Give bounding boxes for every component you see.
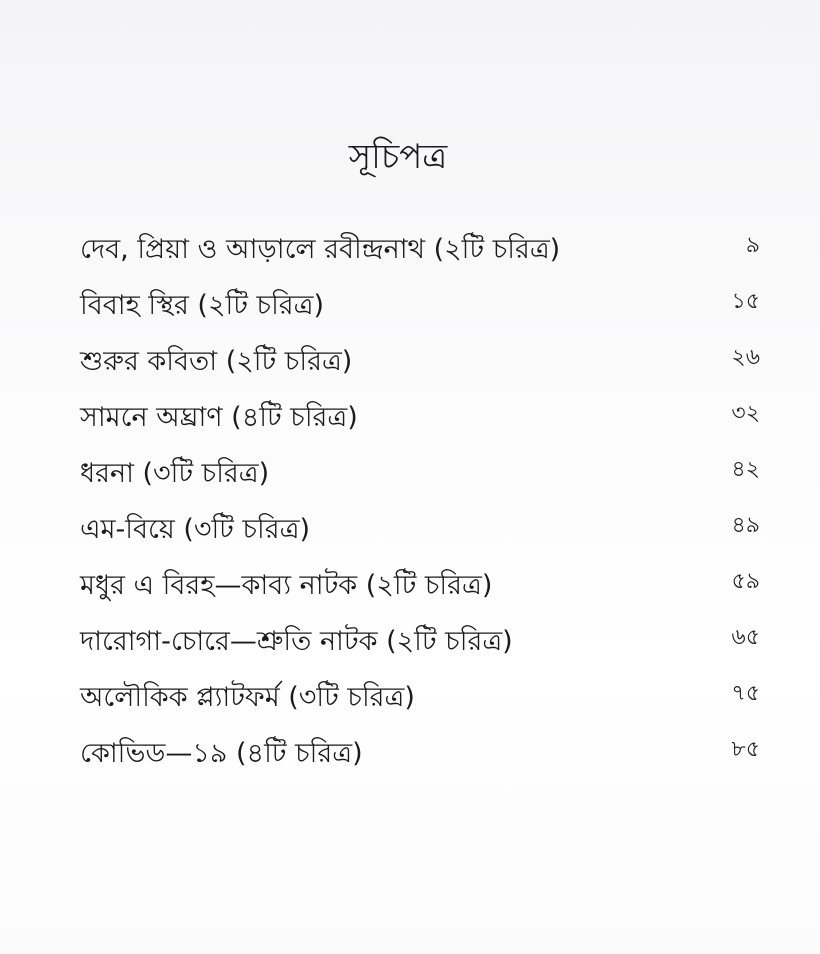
toc-entry bbox=[80, 278, 760, 334]
toc-entry-page: ৪৯ bbox=[731, 513, 760, 538]
table-of-contents bbox=[80, 222, 760, 782]
toc-entry-title: ধরনা (৩টি চরিত্র) bbox=[80, 458, 270, 489]
toc-entry bbox=[80, 558, 760, 614]
toc-entry-page: ৬৫ bbox=[731, 625, 760, 650]
toc-entry bbox=[80, 502, 760, 558]
toc-entry-title: সামনে অঘ্রাণ (৪টি চরিত্র) bbox=[80, 402, 358, 433]
toc-entry-page: ১৫ bbox=[731, 289, 760, 314]
toc-entry-page: ৯ bbox=[745, 233, 760, 258]
toc-entry-title: এম-বিয়ে (৩টি চরিত্র) bbox=[80, 514, 310, 545]
toc-entry-title: দেব, প্রিয়া ও আড়ালে রবীন্দ্রনাথ (২টি চরিত্র) bbox=[80, 234, 561, 265]
toc-entry-title: দারোগা-চোরে—শ্রুতি নাটক (২টি চরিত্র) bbox=[80, 626, 513, 657]
toc-entry-title: বিবাহ স্থির (২টি চরিত্র) bbox=[80, 290, 325, 321]
toc-entry bbox=[80, 446, 760, 502]
toc-entry-page: ৮৫ bbox=[731, 737, 760, 762]
toc-entry-title: অলৌকিক প্ল্যাটফর্ম (৩টি চরিত্র) bbox=[80, 682, 415, 713]
toc-entry bbox=[80, 390, 760, 446]
toc-entry bbox=[80, 670, 760, 726]
toc-entry bbox=[80, 334, 760, 390]
toc-entry-page: ২৬ bbox=[731, 345, 760, 370]
page-title: সূচিপত্র bbox=[348, 137, 448, 177]
toc-entry bbox=[80, 726, 760, 782]
toc-entry-page: ৪২ bbox=[731, 457, 760, 482]
toc-entry-page: ৫৯ bbox=[731, 569, 760, 594]
toc-entry-page: ৩২ bbox=[731, 401, 760, 426]
toc-entry bbox=[80, 614, 760, 670]
toc-entry-page: ৭৫ bbox=[731, 681, 760, 706]
toc-entry-title: কোভিড—১৯ (৪টি চরিত্র) bbox=[80, 738, 363, 769]
toc-entry-title: মধুর এ বিরহ—কাব্য নাটক (২টি চরিত্র) bbox=[80, 570, 493, 601]
toc-entry-title: শুরুর কবিতা (২টি চরিত্র) bbox=[80, 346, 353, 377]
toc-entry bbox=[80, 222, 760, 278]
